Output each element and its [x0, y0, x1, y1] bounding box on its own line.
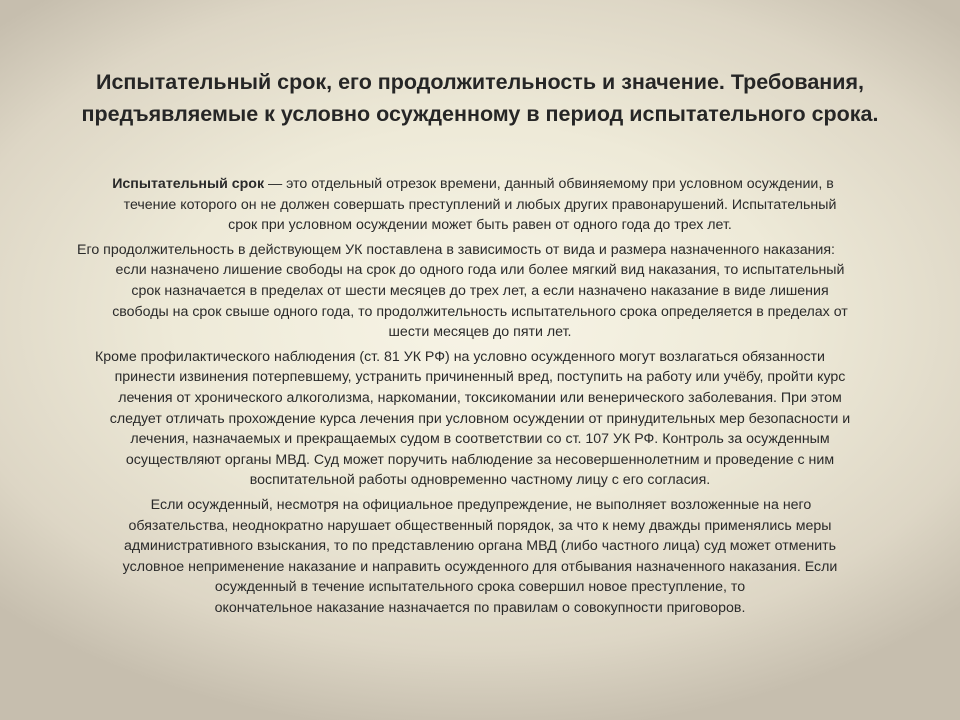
paragraph-revocation [0, 495, 960, 619]
title-line: предъявляемые к условно осужденному в период испытательного срока. [81, 102, 879, 126]
text-line: условное неприменение наказание и направить осужденного для отбывания назначенного наказания. Если [122, 558, 838, 575]
text-line: Кроме профилактического наблюдения (ст. 81 УК РФ) на условно осужденного могут возлагаться обязанности [95, 348, 825, 365]
text-line [0, 174, 960, 195]
text-line: обязательства, неоднократно нарушает общественный порядок, за что к нему дважды применялись меры [128, 517, 832, 534]
text-line: осуществляют органы МВД. Суд может поручить наблюдение за несовершеннолетним и проведение с ним [125, 451, 835, 468]
text-line: срок назначается в пределах от шести месяцев до трех лет, а если назначено наказание в виде лишения [131, 282, 829, 299]
text-line: шести месяцев до пяти лет. [388, 324, 572, 341]
text-line: воспитательной работы одновременно частному лицу с его согласия. [249, 472, 711, 489]
text-line: течение которого он не должен совершать преступлений и любых других правонарушений. Испытательный [123, 196, 837, 213]
text-line: Если осужденный, несмотря на официальное предупреждение, не выполняет возложенные на него [150, 496, 812, 513]
text-line: если назначено лишение свободы на срок до одного года или более мягкий вид наказания, то испытательный [115, 262, 845, 279]
text-line: административного взыскания, то по представлению органа МВД (либо частного лица) суд может отменить [123, 538, 837, 555]
text-line: срок при условном осуждении может быть равен от одного года до трех лет. [228, 217, 732, 234]
text-line: следует отличать прохождение курса лечения при условном осуждении от принудительных мер безопасности и [109, 410, 851, 427]
paragraph-obligations [0, 347, 960, 491]
text-line-rest: — это отдельный отрезок времени, данный обвиняемому при условном осуждении, в [264, 176, 834, 192]
term-probation: Испытательный срок [112, 176, 265, 192]
paragraph-probation-definition [0, 174, 960, 236]
slide-body [0, 174, 960, 622]
title-line: Испытательный срок, его продолжительность и значение. Требования, [96, 70, 864, 94]
text-line: Его продолжительность в действующем УК поставлена в зависимость от вида и размера назначенного наказания: [77, 241, 835, 258]
slide-title [60, 66, 900, 130]
text-line: лечения от хронического алкоголизма, наркомании, токсикомании или венерического заболевания. При этом [118, 389, 842, 406]
paragraph-duration [0, 240, 960, 343]
text-line: окончательное наказание назначается по правилам о совокупности приговоров. [214, 599, 746, 616]
text-line: свободы на срок свыше одного года, то продолжительность испытательного срока определяется в пределах от [112, 303, 848, 320]
text-line: лечения, назначаемых и прекращаемых судом в соответствии со ст. 107 УК РФ. Контроль за осужденным [130, 431, 830, 448]
text-line: осужденный в течение испытательного срока совершил новое преступление, то [214, 579, 746, 596]
text-line: принести извинения потерпевшему, устранить причиненный вред, поступить на работу или учёбу, пройти курс [114, 369, 846, 386]
